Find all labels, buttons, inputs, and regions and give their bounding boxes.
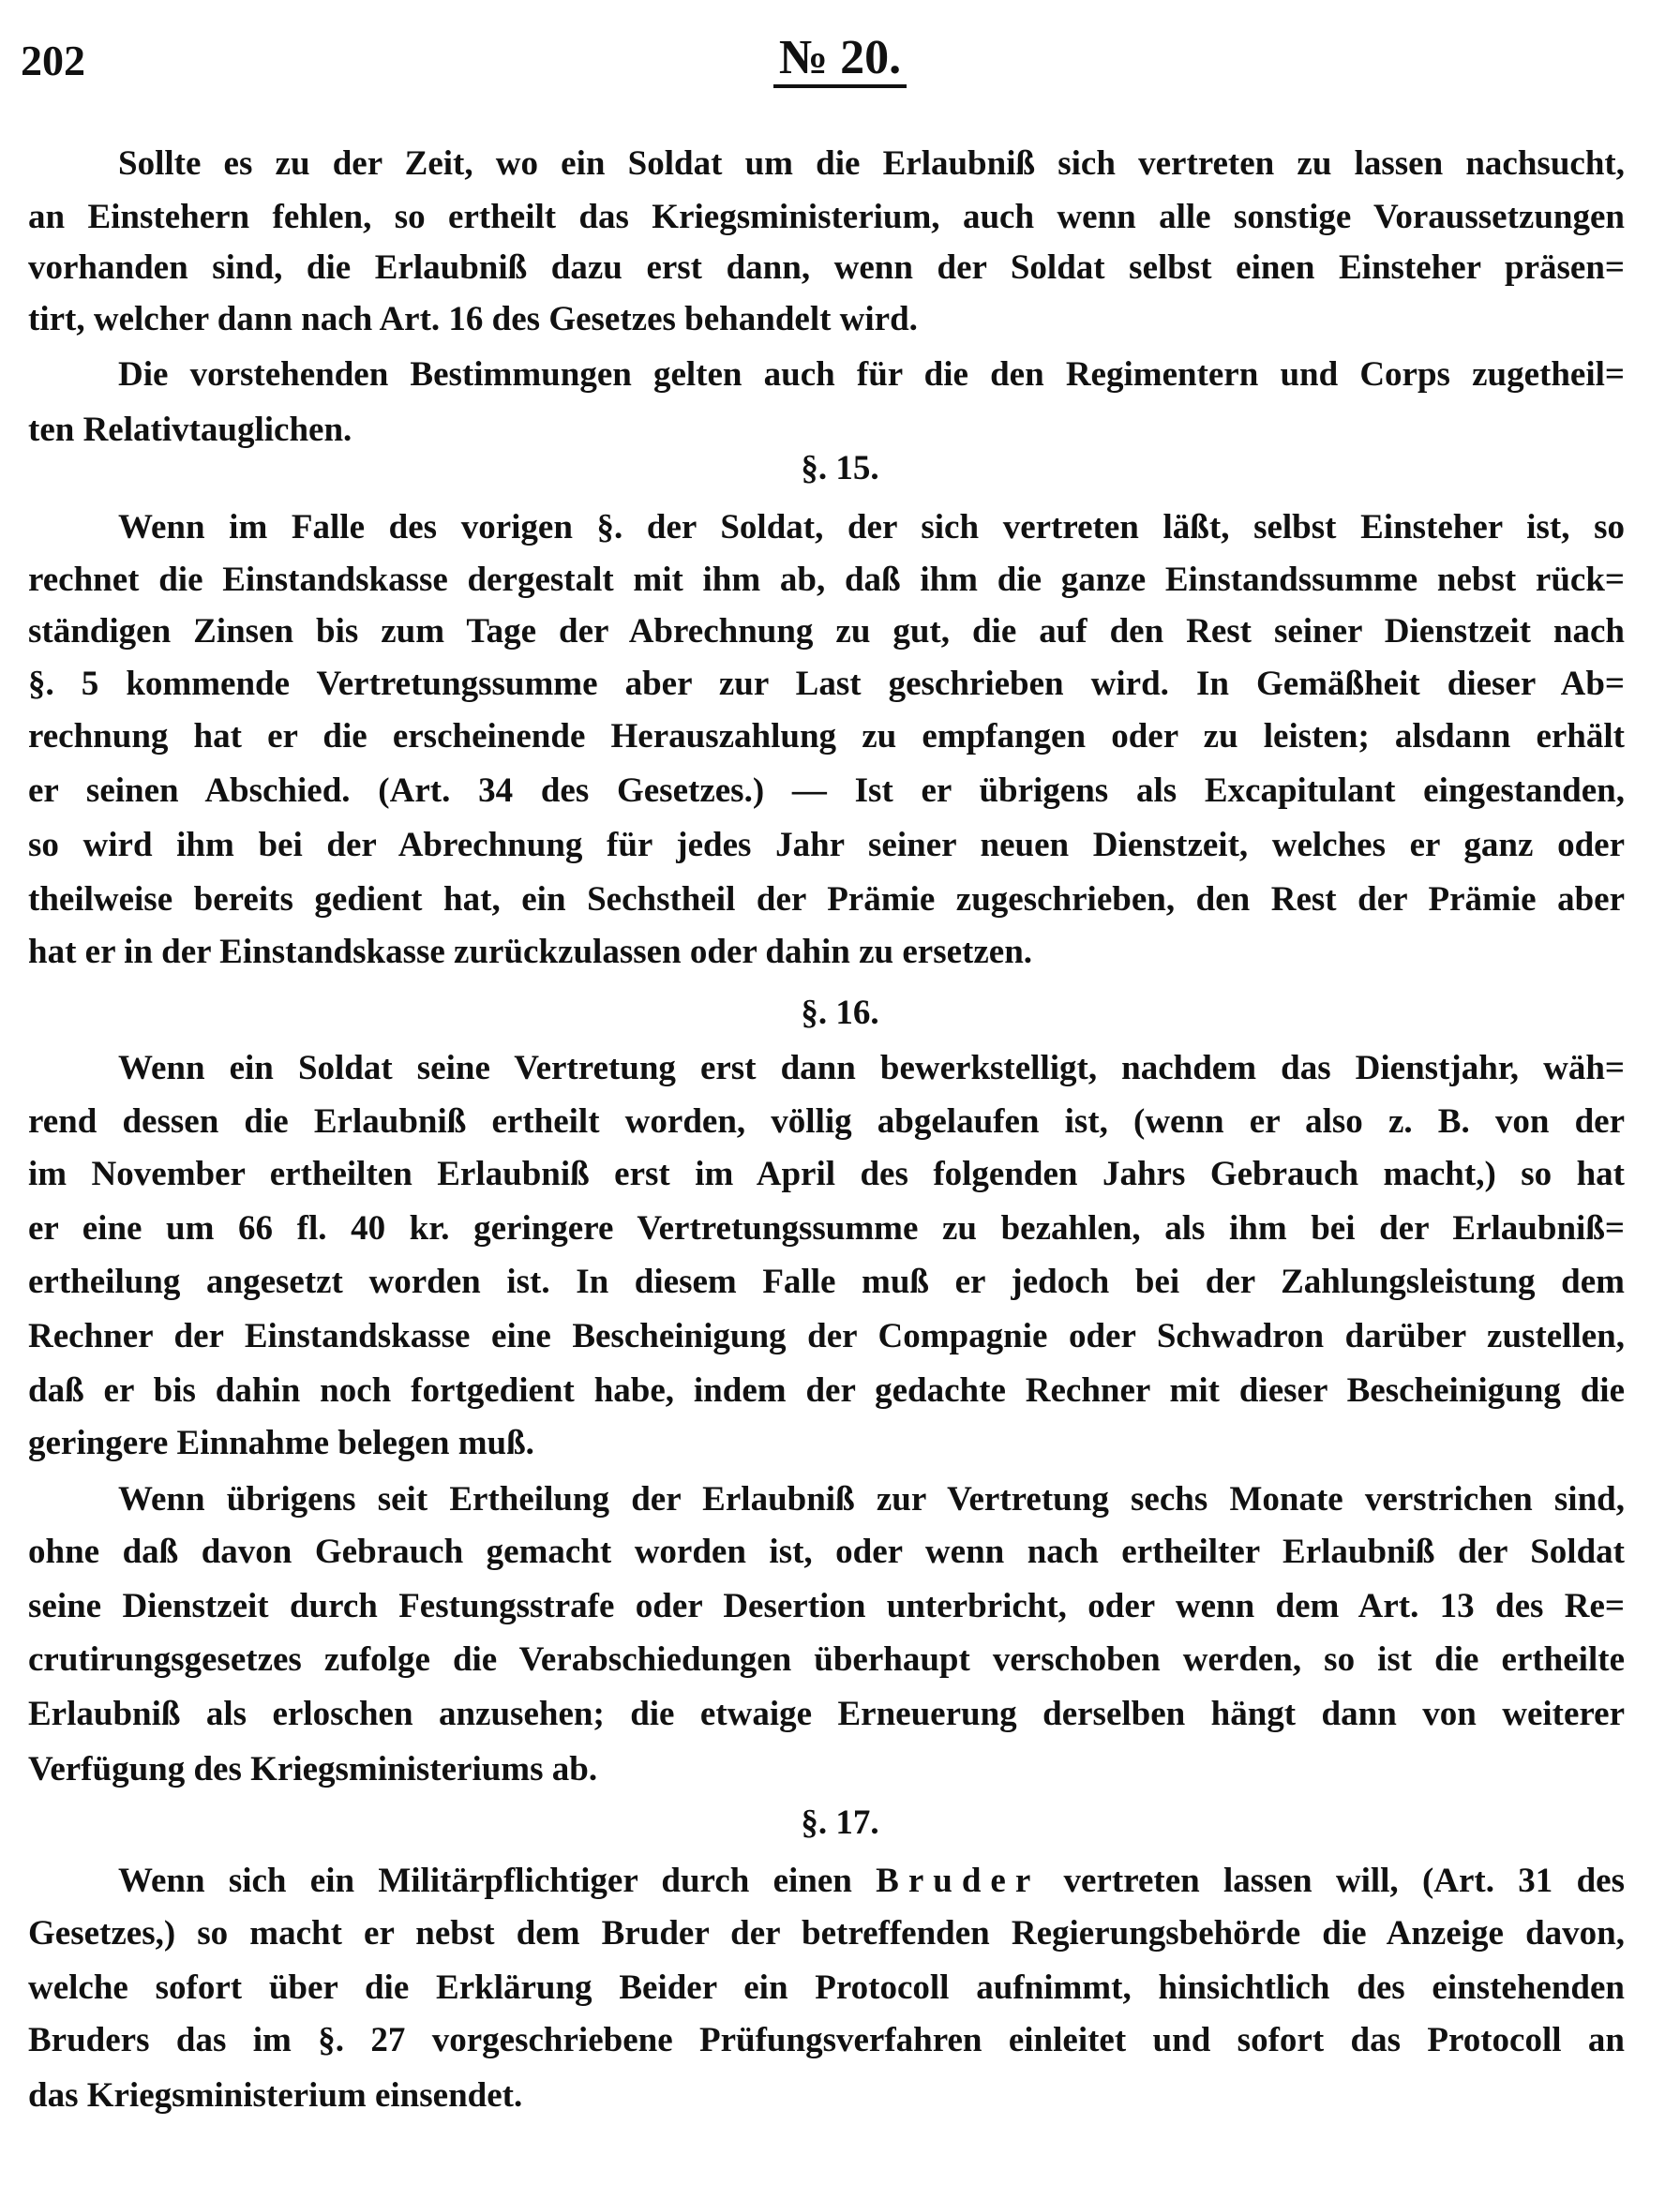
- section-heading: §. 16.: [801, 994, 879, 1032]
- text-line: Rechner der Einstandskasse eine Bescheinigung der Compagnie oder Schwadron darüber zustellen,: [28, 1317, 1625, 1355]
- emphasized-word: Bruder: [876, 1862, 1041, 1900]
- text-line: er eine um 66 fl. 40 kr. geringere Vertretungssumme zu bezahlen, als ihm bei der Erlaubniß=: [28, 1209, 1625, 1248]
- text-line: Bruders das im §. 27 vorgeschriebene Prüfungsverfahren einleitet und sofort das Protocoll an: [28, 2021, 1625, 2059]
- text-line: Wenn ein Soldat seine Vertretung erst dann bewerkstelligt, nachdem das Dienstjahr, wäh=: [118, 1049, 1625, 1087]
- text-segment: vertreten lassen will, (Art. 31 des: [1040, 1862, 1625, 1900]
- text-line: ten Relativtauglichen.: [28, 411, 352, 449]
- text-line: rechnung hat er die erscheinende Herauszahlung zu empfangen oder zu leisten; alsdann erhält: [28, 717, 1625, 756]
- page-number: 202: [21, 37, 85, 84]
- text-line: vorhanden sind, die Erlaubniß dazu erst dann, wenn der Soldat selbst einen Einsteher präsen=: [28, 248, 1625, 287]
- text-line: er seinen Abschied. (Art. 34 des Gesetzes.) — Ist er übrigens als Excapitulant eingestanden,: [28, 771, 1625, 810]
- text-line: seine Dienstzeit durch Festungsstrafe oder Desertion unterbricht, oder wenn dem Art. 13 des Re=: [28, 1587, 1625, 1625]
- text-line: so wird ihm bei der Abrechnung für jedes Jahr seiner neuen Dienstzeit, welches er ganz oder: [28, 826, 1625, 864]
- text-line: Gesetzes,) so macht er nebst dem Bruder der betreffenden Regierungsbehörde die Anzeige davon,: [28, 1914, 1625, 1953]
- text-line: welche sofort über die Erklärung Beider ein Protocoll aufnimmt, hinsichtlich des einstehenden: [28, 1968, 1625, 2007]
- text-line: [118, 1861, 1625, 1902]
- text-line: ertheilung angesetzt worden ist. In diesem Falle muß er jedoch bei der Zahlungsleistung dem: [28, 1263, 1625, 1301]
- text-line: Wenn im Falle des vorigen §. der Soldat, der sich vertreten läßt, selbst Einsteher ist, so: [118, 508, 1625, 546]
- text-line: crutirungsgesetzes zufolge die Verabschiedungen überhaupt verschoben werden, so ist die ertheilte: [28, 1640, 1625, 1679]
- text-line: rechnet die Einstandskasse dergestalt mit ihm ab, daß ihm die ganze Einstandssumme nebst rück=: [28, 561, 1625, 599]
- text-line: §. 5 kommende Vertretungssumme aber zur Last geschrieben wird. In Gemäßheit dieser Ab=: [28, 665, 1625, 703]
- text-line: tirt, welcher dann nach Art. 16 des Gesetzes behandelt wird.: [28, 300, 918, 338]
- issue-number-text: № 20.: [773, 31, 907, 88]
- text-line: das Kriegsministerium einsendet.: [28, 2076, 523, 2115]
- text-segment: Wenn sich ein Militärpflichtiger durch einen: [118, 1862, 877, 1900]
- text-line: im November ertheilten Erlaubniß erst im April des folgenden Jahrs Gebrauch macht,) so hat: [28, 1155, 1625, 1193]
- text-line: Sollte es zu der Zeit, wo ein Soldat um die Erlaubniß sich vertreten zu lassen nachsucht,: [118, 144, 1625, 183]
- section-heading: §. 15.: [801, 449, 879, 487]
- text-line: ohne daß davon Gebrauch gemacht worden ist, oder wenn nach ertheilter Erlaubniß der Soldat: [28, 1533, 1625, 1571]
- text-line: Erlaubniß als erloschen anzusehen; die etwaige Erneuerung derselben hängt dann von weiterer: [28, 1695, 1625, 1733]
- text-line: hat er in der Einstandskasse zurückzulassen oder dahin zu ersetzen.: [28, 933, 1033, 971]
- text-line: geringere Einnahme belegen muß.: [28, 1424, 534, 1462]
- text-line: ständigen Zinsen bis zum Tage der Abrechnung zu gut, die auf den Rest seiner Dienstzeit nach: [28, 612, 1625, 651]
- text-line: daß er bis dahin noch fortgedient habe, indem der gedachte Rechner mit dieser Bescheinigung die: [28, 1371, 1625, 1410]
- text-line: Wenn übrigens seit Ertheilung der Erlaubniß zur Vertretung sechs Monate verstrichen sind,: [118, 1480, 1625, 1519]
- text-line: an Einstehern fehlen, so ertheilt das Kriegsministerium, auch wenn alle sonstige Voraussetzungen: [28, 198, 1625, 236]
- section-heading: §. 17.: [801, 1803, 879, 1842]
- text-line: Verfügung des Kriegsministeriums ab.: [28, 1750, 598, 1788]
- text-line: theilweise bereits gedient hat, ein Sechstheil der Prämie zugeschrieben, den Rest der Prämie aber: [28, 880, 1625, 919]
- issue-number: [0, 30, 1680, 85]
- text-line: Die vorstehenden Bestimmungen gelten auch für die den Regimentern und Corps zugetheil=: [118, 355, 1625, 394]
- text-line: rend dessen die Erlaubniß ertheilt worden, völlig abgelaufen ist, (wenn er also z. B. von der: [28, 1102, 1625, 1141]
